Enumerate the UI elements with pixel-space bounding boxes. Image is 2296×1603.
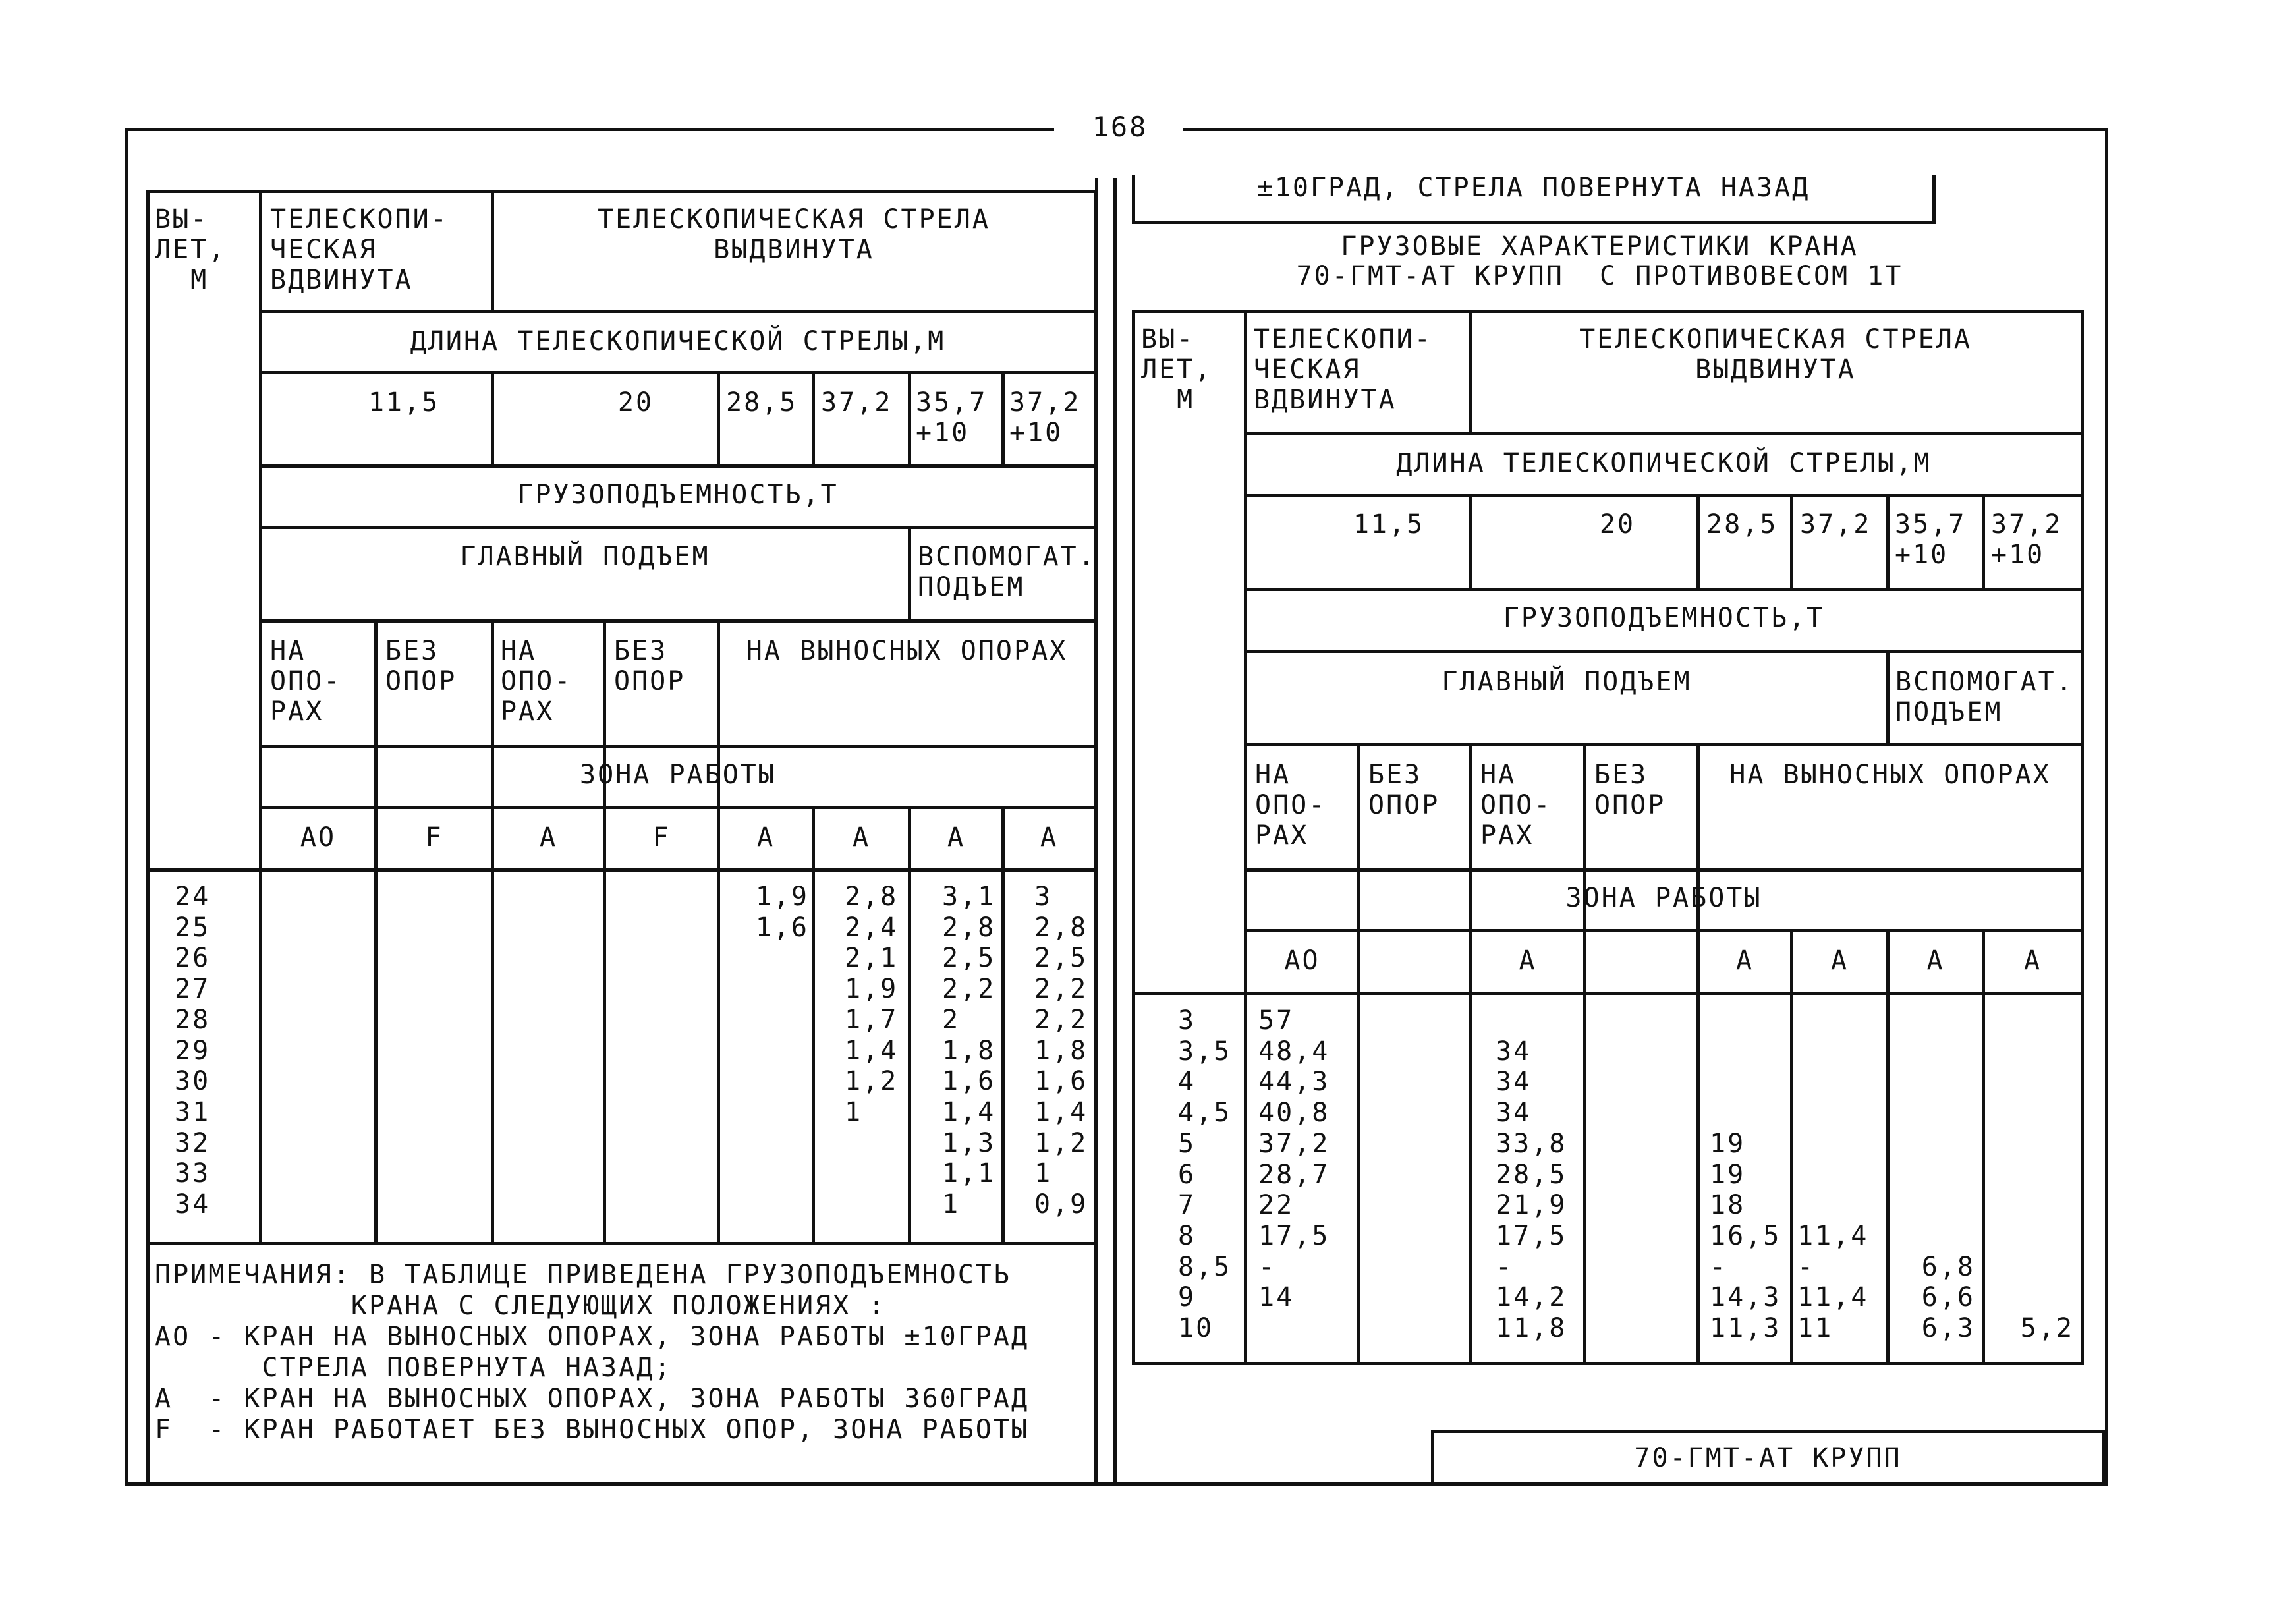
right-na-oporah-2: НА ОПО- РАХ bbox=[1480, 760, 1552, 851]
right-telesk-vdvinuta: ТЕЛЕСКОПИ- ЧЕСКАЯ ВДВИНУТА bbox=[1254, 324, 1432, 415]
left-vylet-column: 24 25 26 27 28 29 30 31 32 33 34 bbox=[175, 882, 211, 1220]
left-zone-1: АО bbox=[300, 822, 337, 853]
left-bez-opor-2: БЕЗ ОПОР bbox=[614, 636, 686, 696]
left-col-28-5: 1,9 1,6 bbox=[755, 882, 809, 943]
right-col-20: 34 34 34 33,8 28,5 21,9 17,5 - 14,2 11,8 bbox=[1496, 1036, 1567, 1344]
right-top-box-label: ±10ГРАД, СТРЕЛА ПОВЕРНУТА НАЗАД bbox=[1256, 173, 1810, 203]
left-zona-header: ЗОНА РАБОТЫ bbox=[580, 760, 776, 790]
left-zone-5: А bbox=[756, 822, 775, 853]
left-telesk-vdvinuta: ТЕЛЕСКОПИ- ЧЕСКАЯ ВДВИНУТА bbox=[270, 204, 449, 295]
left-vylet-header: ВЫ- ЛЕТ, М bbox=[155, 204, 227, 295]
left-telesk-vydvinuta: ТЕЛЕСКОПИЧЕСКАЯ СТРЕЛА ВЫДВИНУТА bbox=[598, 204, 990, 265]
page-number: 168 bbox=[1092, 111, 1148, 143]
right-length-6: 37,2 +10 bbox=[1991, 509, 2063, 570]
left-length-2: 20 bbox=[617, 387, 654, 418]
right-col-37-2-10: 5,2 bbox=[2020, 1313, 2074, 1344]
right-zone-5: А bbox=[1735, 945, 1754, 976]
left-zone-8: А bbox=[1040, 822, 1059, 853]
left-length-5: 35,7 +10 bbox=[916, 387, 988, 448]
right-gruzopod-header: ГРУЗОПОДЪЕМНОСТЬ,Т bbox=[1503, 603, 1825, 633]
left-length-4: 37,2 bbox=[821, 387, 893, 418]
right-length-3: 28,5 bbox=[1706, 509, 1778, 540]
left-dlina-header: ДЛИНА ТЕЛЕСКОПИЧЕСКОЙ СТРЕЛЫ,М bbox=[410, 326, 946, 356]
left-gruzopod-header: ГРУЗОПОДЪЕМНОСТЬ,Т bbox=[517, 480, 839, 510]
right-zone-6: А bbox=[1830, 945, 1849, 976]
right-vylet-column: 3 3,5 4 4,5 5 6 7 8 8,5 9 10 bbox=[1178, 1005, 1232, 1344]
right-vylet-header: ВЫ- ЛЕТ, М bbox=[1141, 324, 1213, 415]
left-na-oporah-1: НА ОПО- РАХ bbox=[270, 636, 342, 727]
right-zone-1: АО bbox=[1284, 945, 1320, 976]
right-title: ГРУЗОВЫЕ ХАРАКТЕРИСТИКИ КРАНА 70-ГМТ-АТ КРУПП С ПРОТИВОВЕСОМ 1Т bbox=[1296, 231, 1903, 291]
right-glavny-header: ГЛАВНЫЙ ПОДЪЕМ bbox=[1442, 667, 1692, 697]
stamp-text: 70-ГМТ-АТ КРУПП bbox=[1634, 1443, 1902, 1473]
right-col-37-2: 11,4 - 11,4 11 bbox=[1797, 1220, 1869, 1344]
right-zone-3: А bbox=[1519, 945, 1537, 976]
left-notes: ПРИМЕЧАНИЯ: В ТАБЛИЦЕ ПРИВЕДЕНА ГРУЗОПОДЪЕМНОСТЬ КРАНА С СЛЕДУЮЩИХ ПОЛОЖЕНИЯХ : АО - КРАН НА ВЫНОСНЫХ ОПОРАХ, ЗОНА РАБОТЫ ±10ГРАД СТРЕЛА ПОВЕРНУТА НАЗАД; А - КРАН НА ВЫНОСНЫХ ОПОРАХ, ЗОНА РАБОТЫ 360ГРАД F - КРАН РАБОТАЕТ БЕЗ ВЫНОСНЫХ ОПОР, ЗОНА РАБОТЫ bbox=[155, 1260, 1030, 1445]
right-zona-header: ЗОНА РАБОТЫ bbox=[1565, 883, 1762, 913]
left-na-oporah-2: НА ОПО- РАХ bbox=[501, 636, 573, 727]
left-vspomog-header: ВСПОМОГАТ. ПОДЪЕМ bbox=[918, 542, 1096, 602]
left-col-37-2-10: 3 2,8 2,5 2,2 2,2 1,8 1,6 1,4 1,2 1 0,9 bbox=[1034, 882, 1088, 1220]
left-length-6: 37,2 +10 bbox=[1009, 387, 1081, 448]
left-col-37-2: 2,8 2,4 2,1 1,9 1,7 1,4 1,2 1 bbox=[845, 882, 899, 1127]
right-length-4: 37,2 bbox=[1800, 509, 1872, 540]
right-bez-opor-1: БЕЗ ОПОР bbox=[1368, 760, 1440, 820]
left-glavny-header: ГЛАВНЫЙ ПОДЪЕМ bbox=[460, 542, 710, 572]
left-zone-6: А bbox=[852, 822, 871, 853]
right-telesk-vydvinuta: ТЕЛЕСКОПИЧЕСКАЯ СТРЕЛА ВЫДВИНУТА bbox=[1579, 324, 1972, 385]
right-dlina-header: ДЛИНА ТЕЛЕСКОПИЧЕСКОЙ СТРЕЛЫ,М bbox=[1396, 448, 1932, 478]
left-bez-opor-1: БЕЗ ОПОР bbox=[385, 636, 457, 696]
right-na-vynosnyh: НА ВЫНОСНЫХ ОПОРАХ bbox=[1729, 760, 2051, 790]
right-length-2: 20 bbox=[1599, 509, 1636, 540]
left-length-1: 11,5 bbox=[368, 387, 440, 418]
right-zone-7: А bbox=[1926, 945, 1945, 976]
left-na-vynosnyh: НА ВЫНОСНЫХ ОПОРАХ bbox=[746, 636, 1068, 666]
left-zone-3: А bbox=[539, 822, 558, 853]
left-zone-2: F bbox=[425, 822, 443, 853]
right-col-11-5: 57 48,4 44,3 40,8 37,2 28,7 22 17,5 - 14 bbox=[1258, 1005, 1330, 1313]
right-col-35-7: 6,8 6,6 6,3 bbox=[1921, 1251, 1975, 1344]
right-length-1: 11,5 bbox=[1353, 509, 1425, 540]
right-length-5: 35,7 +10 bbox=[1895, 509, 1967, 570]
left-length-3: 28,5 bbox=[726, 387, 798, 418]
right-na-oporah-1: НА ОПО- РАХ bbox=[1255, 760, 1327, 851]
right-zone-8: А bbox=[2023, 945, 2042, 976]
right-vspomog-header: ВСПОМОГАТ. ПОДЪЕМ bbox=[1895, 667, 2074, 727]
left-col-35-7: 3,1 2,8 2,5 2,2 2 1,8 1,6 1,4 1,3 1,1 1 bbox=[942, 882, 996, 1220]
left-zone-4: F bbox=[652, 822, 671, 853]
right-col-28-5: 19 19 18 16,5 - 14,3 11,3 bbox=[1710, 1128, 1781, 1344]
right-bez-opor-2: БЕЗ ОПОР bbox=[1594, 760, 1666, 820]
left-zone-7: А bbox=[947, 822, 966, 853]
